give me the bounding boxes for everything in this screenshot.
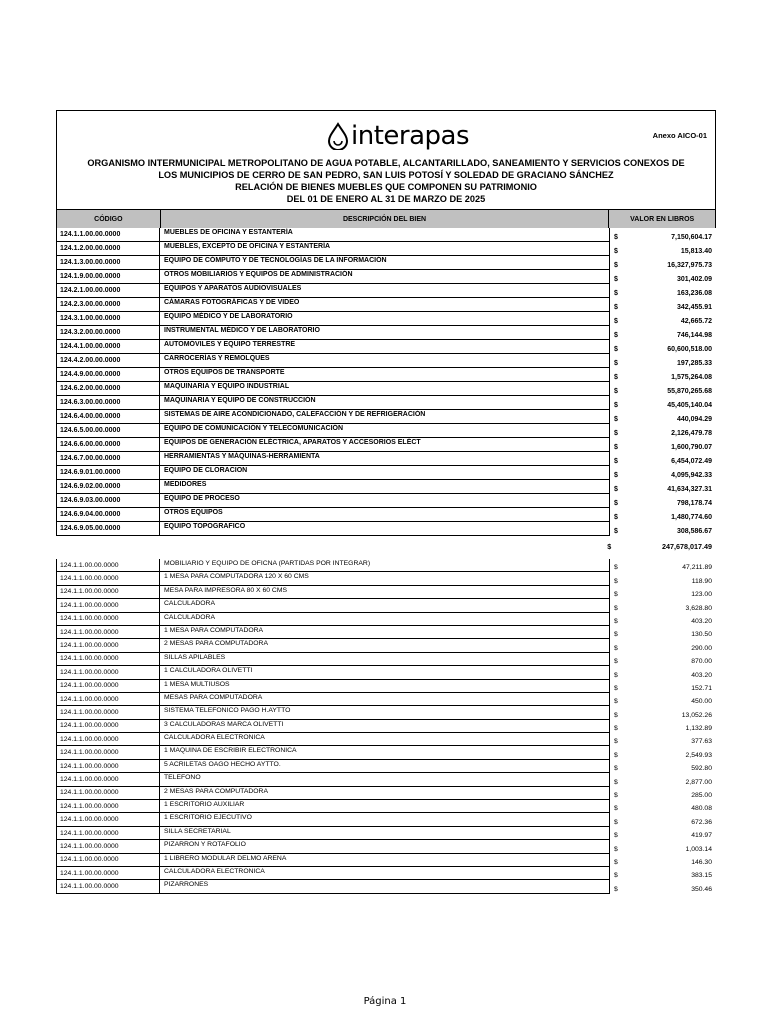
- row-code: 124.1.1.00.00.0000: [56, 599, 160, 612]
- row-amount: 130.50: [691, 631, 712, 639]
- row-description: OTROS EQUIPOS: [160, 508, 610, 522]
- table-row: [56, 256, 716, 270]
- row-amount: 1,480,774.60: [671, 514, 712, 521]
- table-row: [56, 242, 716, 256]
- row-code: 124.1.1.00.00.0000: [56, 867, 160, 880]
- row-code: 124.6.4.00.00.0000: [56, 410, 160, 424]
- table-row: [56, 840, 716, 853]
- document-title: [57, 157, 715, 205]
- table-row: [56, 452, 716, 466]
- column-header-code: CÓDIGO: [57, 210, 161, 228]
- column-header-description: DESCRIPCIÓN DEL BIEN: [161, 210, 610, 228]
- row-description: MAQUINARIA Y EQUIPO INDUSTRIAL: [160, 382, 610, 396]
- currency-symbol: $: [614, 658, 618, 666]
- row-amount: 403.20: [691, 617, 712, 625]
- row-code: 124.1.1.00.00.0000: [56, 666, 160, 679]
- row-code: 124.6.6.00.00.0000: [56, 438, 160, 452]
- table-row: [56, 382, 716, 396]
- currency-symbol: $: [614, 444, 618, 451]
- row-code: 124.1.1.00.00.0000: [56, 773, 160, 786]
- table-row: [56, 559, 716, 572]
- row-description: MUEBLES DE OFICINA Y ESTANTERÍA: [160, 228, 610, 242]
- row-code: 124.1.1.00.00.0000: [56, 613, 160, 626]
- detail-table: [56, 559, 716, 894]
- table-row: [56, 396, 716, 410]
- row-amount: 308,586.67: [676, 528, 712, 535]
- row-code: 124.1.1.00.00.0000: [56, 626, 160, 639]
- row-amount: 1,132.89: [685, 725, 712, 733]
- row-description: 2 MESAS PARA COMPUTADORA: [160, 787, 610, 800]
- currency-symbol: $: [614, 318, 618, 325]
- currency-symbol: $: [614, 346, 618, 353]
- row-code: 124.1.1.00.00.0000: [56, 572, 160, 585]
- currency-symbol: $: [614, 644, 618, 652]
- row-amount: 2,549.93: [685, 751, 712, 759]
- table-row: [56, 706, 716, 719]
- row-amount: 15,813.40: [680, 248, 712, 255]
- title-line: LOS MUNICIPIOS DE CERRO DE SAN PEDRO, SAN LUIS POTOSÍ Y SOLEDAD DE GRACIANO SÁNCHEZ: [158, 170, 614, 180]
- currency-symbol: $: [614, 360, 618, 367]
- currency-symbol: $: [614, 248, 618, 255]
- table-row: [56, 228, 716, 242]
- table-row: [56, 480, 716, 494]
- row-amount: 798,178.74: [676, 500, 712, 507]
- currency-symbol: $: [614, 671, 618, 679]
- row-amount: 350.46: [691, 885, 712, 893]
- currency-symbol: $: [614, 290, 618, 297]
- currency-symbol: $: [614, 500, 618, 507]
- row-code: 124.1.1.00.00.0000: [56, 586, 160, 599]
- row-code: 124.4.1.00.00.0000: [56, 340, 160, 354]
- row-description: 3 CALCULADORAS MARCA OLIVETTI: [160, 720, 610, 733]
- table-row: [56, 787, 716, 800]
- row-amount: 118.90: [691, 577, 712, 585]
- row-code: 124.6.9.05.00.0000: [56, 522, 160, 536]
- row-code: 124.1.1.00.00.0000: [56, 827, 160, 840]
- row-amount: 4,095,942.33: [671, 472, 712, 479]
- table-row: [56, 760, 716, 773]
- currency-symbol: $: [614, 458, 618, 465]
- currency-symbol: $: [614, 805, 618, 813]
- column-header-value: VALOR EN LIBROS: [609, 210, 715, 228]
- row-description: CARROCERÍAS Y REMOLQUES: [160, 354, 610, 368]
- currency-symbol: $: [614, 725, 618, 733]
- row-amount: 672.36: [691, 818, 712, 826]
- row-description: CALCULADORA: [160, 599, 610, 612]
- table-row: [56, 270, 716, 284]
- row-description: MEDIDORES: [160, 480, 610, 494]
- row-description: SISTEMAS DE AIRE ACONDICIONADO, CALEFACCIÓN Y DE REFRIGERACIÓN: [160, 410, 610, 424]
- row-amount: 55,870,265.68: [667, 388, 712, 395]
- row-code: 124.1.3.00.00.0000: [56, 256, 160, 270]
- water-drop-logo-icon: [327, 122, 349, 150]
- row-code: 124.2.3.00.00.0000: [56, 298, 160, 312]
- currency-symbol: $: [614, 698, 618, 706]
- row-amount: 419.97: [691, 832, 712, 840]
- total-amount: 247,678,017.49: [662, 541, 712, 551]
- row-amount: 16,327,975.73: [667, 262, 712, 269]
- row-description: 1 LIBRERO MODULAR DELMO ARENA: [160, 854, 610, 867]
- currency-symbol: $: [614, 765, 618, 773]
- interapas-logo: [327, 119, 469, 153]
- row-code: 124.1.9.00.00.0000: [56, 270, 160, 284]
- table-row: [56, 626, 716, 639]
- row-amount: 2,126,479.78: [671, 430, 712, 437]
- row-code: 124.6.2.00.00.0000: [56, 382, 160, 396]
- table-row: [56, 867, 716, 880]
- title-line: DEL 01 DE ENERO AL 31 DE MARZO DE 2025: [286, 194, 486, 204]
- row-code: 124.1.1.00.00.0000: [56, 760, 160, 773]
- row-description: SILLA SECRETARIAL: [160, 827, 610, 840]
- document-sheet: [56, 110, 716, 894]
- row-amount: 290.00: [691, 644, 712, 652]
- row-code: 124.1.2.00.00.0000: [56, 242, 160, 256]
- row-amount: 403.20: [691, 671, 712, 679]
- table-row: [56, 599, 716, 612]
- row-description: 1 MAQUINA DE ESCRIBIR ELECTRONICA: [160, 746, 610, 759]
- row-description: MOBILIARIO Y EQUIPO DE OFICNA (PARTIDAS POR INTEGRAR): [160, 559, 610, 572]
- row-code: 124.2.1.00.00.0000: [56, 284, 160, 298]
- row-description: EQUIPO DE COMUNICACIÓN Y TELECOMUNICACIÓN: [160, 424, 610, 438]
- table-row: [56, 613, 716, 626]
- row-amount: 6,454,072.49: [671, 458, 712, 465]
- row-description: 1 MESA PARA COMPUTADORA: [160, 626, 610, 639]
- table-row: [56, 639, 716, 652]
- row-description: MUEBLES, EXCEPTO DE OFICINA Y ESTANTERÍA: [160, 242, 610, 256]
- row-code: 124.6.3.00.00.0000: [56, 396, 160, 410]
- row-code: 124.6.9.04.00.0000: [56, 508, 160, 522]
- row-code: 124.1.1.00.00.0000: [56, 840, 160, 853]
- currency-symbol: $: [614, 617, 618, 625]
- currency-symbol: $: [607, 541, 612, 551]
- row-amount: 45,405,140.04: [667, 402, 712, 409]
- row-description: HERRAMIENTAS Y MÁQUINAS-HERRAMIENTA: [160, 452, 610, 466]
- row-amount: 42,665.72: [680, 318, 712, 325]
- table-row: [56, 340, 716, 354]
- row-description: INSTRUMENTAL MÉDICO Y DE LABORATORIO: [160, 326, 610, 340]
- row-description: MESAS PARA COMPUTADORA: [160, 693, 610, 706]
- row-description: EQUIPO DE CÓMPUTO Y DE TECNOLOGÍAS DE LA INFORMACIÓN: [160, 256, 610, 270]
- table-row: [56, 733, 716, 746]
- currency-symbol: $: [614, 684, 618, 692]
- row-code: 124.1.1.00.00.0000: [56, 813, 160, 826]
- row-amount: 7,150,604.17: [671, 234, 712, 241]
- row-amount: 152.71: [691, 684, 712, 692]
- row-amount: 377.63: [691, 738, 712, 746]
- row-description: PIZARRONES: [160, 880, 610, 893]
- row-description: OTROS MOBILIARIOS Y EQUIPOS DE ADMINISTRACIÓN: [160, 270, 610, 284]
- row-code: 124.3.1.00.00.0000: [56, 312, 160, 326]
- currency-symbol: $: [614, 430, 618, 437]
- row-code: 124.1.1.00.00.0000: [56, 787, 160, 800]
- row-code: 124.1.1.00.00.0000: [56, 800, 160, 813]
- currency-symbol: $: [614, 845, 618, 853]
- currency-symbol: $: [614, 832, 618, 840]
- table-row: [56, 813, 716, 826]
- currency-symbol: $: [614, 792, 618, 800]
- row-description: 5 ACRILETAS OAGO HECHO AYTTO.: [160, 760, 610, 773]
- summary-table: [56, 228, 716, 536]
- row-amount: 13,052.26: [681, 711, 712, 719]
- table-row: [56, 854, 716, 867]
- row-description: SISTEMA TELEFONICO PAGO H.AYTTO: [160, 706, 610, 719]
- row-amount: 146.30: [691, 858, 712, 866]
- row-description: 1 CALCULADORA OLIVETTI: [160, 666, 610, 679]
- row-code: 124.1.1.00.00.0000: [56, 559, 160, 572]
- total-row: [56, 536, 716, 556]
- row-code: 124.6.5.00.00.0000: [56, 424, 160, 438]
- row-amount: 870.00: [691, 658, 712, 666]
- table-row: [56, 424, 716, 438]
- row-amount: 163,236.08: [676, 290, 712, 297]
- row-description: EQUIPO DE PROCESO: [160, 494, 610, 508]
- row-description: 1 MESA MULTIUSOS: [160, 680, 610, 693]
- table-row: [56, 653, 716, 666]
- row-code: 124.6.9.03.00.0000: [56, 494, 160, 508]
- table-row: [56, 438, 716, 452]
- row-amount: 123.00: [691, 591, 712, 599]
- table-row: [56, 466, 716, 480]
- currency-symbol: $: [614, 577, 618, 585]
- row-description: 2 MESAS PARA COMPUTADORA: [160, 639, 610, 652]
- row-code: 124.4.9.00.00.0000: [56, 368, 160, 382]
- currency-symbol: $: [614, 528, 618, 535]
- row-amount: 3,628.80: [685, 604, 712, 612]
- currency-symbol: $: [614, 374, 618, 381]
- table-row: [56, 666, 716, 679]
- table-row: [56, 800, 716, 813]
- table-row: [56, 494, 716, 508]
- row-amount: 1,003.14: [685, 845, 712, 853]
- row-amount: 285.00: [691, 792, 712, 800]
- currency-symbol: $: [614, 332, 618, 339]
- row-description: 1 ESCRITORIO AUXILIAR: [160, 800, 610, 813]
- row-amount: 47,211.89: [682, 564, 712, 572]
- row-description: EQUIPOS Y APARATOS AUDIOVISUALES: [160, 284, 610, 298]
- row-code: 124.1.1.00.00.0000: [56, 746, 160, 759]
- row-code: 124.1.1.00.00.0000: [56, 706, 160, 719]
- table-row: [56, 312, 716, 326]
- currency-symbol: $: [614, 402, 618, 409]
- currency-symbol: $: [614, 304, 618, 311]
- row-amount: 342,455.91: [676, 304, 712, 311]
- table-row: [56, 326, 716, 340]
- row-code: 124.1.1.00.00.0000: [56, 720, 160, 733]
- row-description: SILLAS APILABLES: [160, 653, 610, 666]
- row-description: MESA PARA IMPRESORA 80 X 60 CMS: [160, 586, 610, 599]
- table-row: [56, 522, 716, 536]
- currency-symbol: $: [614, 751, 618, 759]
- table-row: [56, 720, 716, 733]
- table-row: [56, 827, 716, 840]
- currency-symbol: $: [614, 818, 618, 826]
- currency-symbol: $: [614, 591, 618, 599]
- row-code: 124.1.1.00.00.0000: [56, 854, 160, 867]
- row-code: 124.1.1.00.00.0000: [56, 639, 160, 652]
- row-description: EQUIPO DE CLORACION: [160, 466, 610, 480]
- currency-symbol: $: [614, 416, 618, 423]
- table-row: [56, 572, 716, 585]
- row-code: 124.6.9.02.00.0000: [56, 480, 160, 494]
- row-amount: 60,600,518.00: [667, 346, 712, 353]
- currency-symbol: $: [614, 388, 618, 395]
- currency-symbol: $: [614, 711, 618, 719]
- row-code: 124.1.1.00.00.0000: [56, 693, 160, 706]
- row-amount: 2,877.00: [685, 778, 712, 786]
- currency-symbol: $: [614, 276, 618, 283]
- row-description: EQUIPO MÉDICO Y DE LABORATORIO: [160, 312, 610, 326]
- table-row: [56, 284, 716, 298]
- document-header: [56, 110, 716, 210]
- currency-symbol: $: [614, 514, 618, 521]
- row-code: 124.6.7.00.00.0000: [56, 452, 160, 466]
- row-amount: 450.00: [691, 698, 712, 706]
- row-amount: 197,285.33: [676, 360, 712, 367]
- row-code: 124.1.1.00.00.0000: [56, 653, 160, 666]
- currency-symbol: $: [614, 564, 618, 572]
- currency-symbol: $: [614, 778, 618, 786]
- row-code: 124.3.2.00.00.0000: [56, 326, 160, 340]
- currency-symbol: $: [614, 885, 618, 893]
- row-description: CALCULADORA ELECTRONICA: [160, 867, 610, 880]
- currency-symbol: $: [614, 872, 618, 880]
- title-line: ORGANISMO INTERMUNICIPAL METROPOLITANO DE AGUA POTABLE, ALCANTARILLADO, SANEAMIENTO Y SERVICIOS CONEXOS DE: [87, 158, 685, 168]
- row-description: TELEFONO: [160, 773, 610, 786]
- currency-symbol: $: [614, 486, 618, 493]
- currency-symbol: $: [614, 631, 618, 639]
- row-description: MAQUINARIA Y EQUIPO DE CONSTRUCCIÓN: [160, 396, 610, 410]
- table-row: [56, 368, 716, 382]
- table-row: [56, 586, 716, 599]
- row-amount: 383.15: [691, 872, 712, 880]
- currency-symbol: $: [614, 262, 618, 269]
- currency-symbol: $: [614, 472, 618, 479]
- table-column-headers: [56, 210, 716, 228]
- row-description: OTROS EQUIPOS DE TRANSPORTE: [160, 368, 610, 382]
- table-row: [56, 773, 716, 786]
- row-amount: 480.08: [691, 805, 712, 813]
- row-description: 1 ESCRITORIO EJECUTIVO: [160, 813, 610, 826]
- row-code: 124.1.1.00.00.0000: [56, 733, 160, 746]
- table-row: [56, 410, 716, 424]
- row-description: PIZARRON Y ROTAFOLIO: [160, 840, 610, 853]
- title-line: RELACIÓN DE BIENES MUEBLES QUE COMPONEN SU PATRIMONIO: [235, 182, 537, 192]
- row-description: CALCULADORA: [160, 613, 610, 626]
- currency-symbol: $: [614, 738, 618, 746]
- row-amount: 1,600,790.07: [671, 444, 712, 451]
- currency-symbol: $: [614, 604, 618, 612]
- row-amount: 41,634,327.31: [667, 486, 712, 493]
- row-description: EQUIPO TOPOGRAFICO: [160, 522, 610, 536]
- table-row: [56, 298, 716, 312]
- row-code: 124.4.2.00.00.0000: [56, 354, 160, 368]
- row-description: EQUIPOS DE GENERACIÓN ELÉCTRICA, APARATOS Y ACCESORIOS ELÉCT: [160, 438, 610, 452]
- logo-wordmark: interapas: [351, 121, 469, 151]
- table-row: [56, 680, 716, 693]
- table-row: [56, 746, 716, 759]
- table-row: [56, 880, 716, 893]
- row-code: 124.1.1.00.00.0000: [56, 228, 160, 242]
- row-description: 1 MESA PARA COMPUTADORA 120 X 60 CMS: [160, 572, 610, 585]
- table-row: [56, 354, 716, 368]
- currency-symbol: $: [614, 858, 618, 866]
- annex-label: Anexo AICO-01: [652, 131, 707, 140]
- row-amount: 440,094.29: [676, 416, 712, 423]
- table-row: [56, 693, 716, 706]
- row-description: CÁMARAS FOTOGRÁFICAS Y DE VIDEO: [160, 298, 610, 312]
- row-amount: 301,402.09: [676, 276, 712, 283]
- currency-symbol: $: [614, 234, 618, 241]
- table-row: [56, 508, 716, 522]
- row-amount: 1,575,264.08: [671, 374, 712, 381]
- row-code: 124.6.9.01.00.0000: [56, 466, 160, 480]
- row-amount: 746,144.98: [676, 332, 712, 339]
- row-description: CALCULADORA ELECTRONICA: [160, 733, 610, 746]
- row-code: 124.1.1.00.00.0000: [56, 880, 160, 893]
- page-number: Página 1: [363, 996, 407, 1007]
- row-amount: 592.80: [691, 765, 712, 773]
- row-description: AUTOMÓVILES Y EQUIPO TERRESTRE: [160, 340, 610, 354]
- row-code: 124.1.1.00.00.0000: [56, 680, 160, 693]
